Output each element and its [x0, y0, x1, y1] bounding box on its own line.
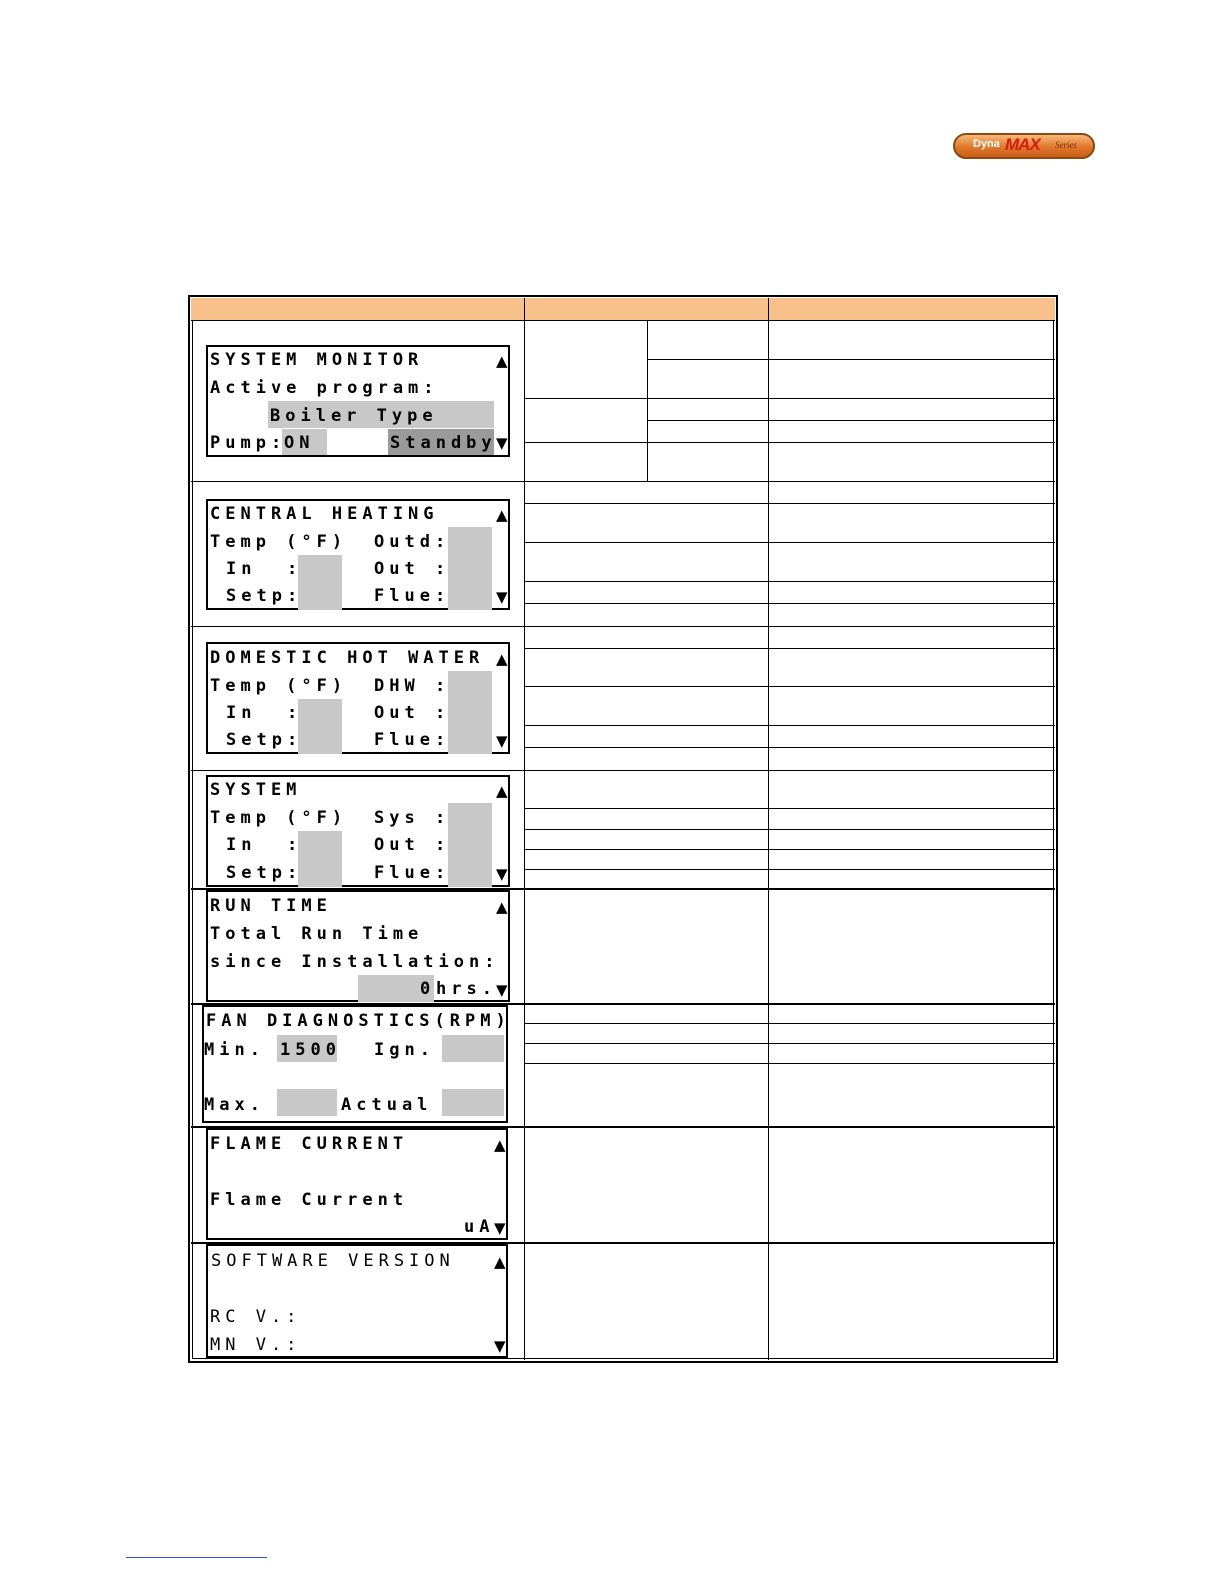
lcd-out-label: Out : [374, 835, 451, 855]
lcd-runtime-value: 0 [420, 979, 436, 999]
scroll-up-icon: ▲ [496, 650, 508, 668]
cell-divider [647, 359, 1055, 360]
lcd-runtime-unit: hrs. [436, 979, 497, 999]
lcd-actual-label: Actual [341, 1095, 433, 1115]
cell-divider [524, 648, 1055, 649]
lcd-title: DOMESTIC HOT WATER [210, 648, 485, 668]
cell-divider [524, 1043, 1055, 1044]
scroll-down-icon: ▼ [494, 1337, 506, 1355]
footer-link-line [126, 1557, 267, 1558]
scroll-down-icon: ▼ [496, 434, 508, 452]
scroll-up-icon: ▲ [496, 782, 508, 800]
scroll-down-icon: ▼ [494, 1219, 506, 1237]
scroll-up-icon: ▲ [494, 1136, 506, 1154]
scroll-up-icon: ▲ [496, 506, 508, 524]
lcd-line: Total Run Time [210, 924, 424, 944]
lcd-title: CENTRAL HEATING [210, 504, 439, 524]
cell-divider [524, 1063, 1055, 1064]
lcd-rc-label: RC V.: [210, 1307, 302, 1327]
cell-divider [524, 849, 1055, 850]
dynamax-logo [953, 133, 1095, 159]
lcd-dhw-label: DHW : [374, 676, 451, 696]
cell-divider [524, 747, 1055, 748]
lcd-software-version [206, 1244, 508, 1358]
lcd-temp-label: Temp (°F) [210, 676, 348, 696]
lcd-in-label: In : [226, 835, 303, 855]
lcd-pump-value: ON [284, 433, 315, 453]
scroll-up-icon: ▲ [494, 1253, 506, 1271]
section-divider [191, 770, 1055, 771]
lcd-title: RUN TIME [210, 896, 332, 916]
lcd-setp-label: Setp: [226, 730, 303, 750]
lcd-ign-label: Ign. [374, 1040, 435, 1060]
col-divider-sub [647, 320, 648, 481]
lcd-max-label: Max. [204, 1095, 265, 1115]
lcd-flame-label: Flame Current [210, 1190, 409, 1210]
lcd-line: since Installation: [210, 952, 500, 972]
lcd-outd-label: Outd: [374, 532, 451, 552]
lcd-title: FAN DIAGNOSTICS(RPM) [206, 1011, 511, 1031]
header-divider [191, 320, 1055, 321]
lcd-title: SYSTEM MONITOR [210, 350, 424, 370]
lcd-out-label: Out : [374, 559, 451, 579]
lcd-flue-label: Flue: [374, 730, 451, 750]
lcd-central-heating [206, 499, 510, 610]
lcd-temp-label: Temp (°F) [210, 808, 348, 828]
scroll-down-icon: ▼ [496, 588, 508, 606]
scroll-down-icon: ▼ [496, 732, 508, 750]
lcd-flue-label: Flue: [374, 863, 451, 883]
section-divider [191, 481, 1055, 482]
logo-text-dyna: Dyna [973, 138, 1000, 150]
table-header-row [191, 298, 1055, 320]
lcd-title: FLAME CURRENT [210, 1134, 409, 1154]
cell-divider [524, 542, 1055, 543]
lcd-title: SOFTWARE VERSION [211, 1251, 455, 1271]
lcd-in-label: In : [226, 703, 303, 723]
cell-divider [524, 603, 1055, 604]
lcd-title: SYSTEM [210, 780, 302, 800]
cell-divider [647, 420, 1055, 421]
cell-divider [524, 686, 1055, 687]
cell-divider [524, 442, 1055, 443]
lcd-system-monitor [206, 345, 510, 457]
scroll-down-icon: ▼ [496, 981, 508, 999]
lcd-system [206, 775, 510, 887]
lcd-line: Active program: [210, 378, 439, 398]
cell-divider [524, 1023, 1055, 1024]
lcd-setp-label: Setp: [226, 863, 303, 883]
lcd-min-value: 1500 [280, 1040, 341, 1060]
lcd-status-value: Standby [390, 433, 497, 453]
lcd-sys-label: Sys : [374, 808, 451, 828]
cell-divider [524, 581, 1055, 582]
lcd-flame-current [206, 1128, 508, 1240]
cell-divider [524, 725, 1055, 726]
lcd-min-label: Min. [204, 1040, 265, 1060]
lcd-temp-label: Temp (°F) [210, 532, 348, 552]
cell-divider [524, 503, 1055, 504]
lcd-mn-label: MN V.: [210, 1335, 302, 1355]
scroll-down-icon: ▼ [496, 865, 508, 883]
lcd-in-label: In : [226, 559, 303, 579]
cell-divider [524, 398, 1055, 399]
scroll-up-icon: ▲ [496, 898, 508, 916]
lcd-flue-label: Flue: [374, 586, 451, 606]
logo-text-max: MAX [1005, 135, 1040, 154]
lcd-out-label: Out : [374, 703, 451, 723]
lcd-flame-unit: uA [464, 1217, 495, 1237]
logo-text-series: Series [1055, 140, 1077, 150]
section-divider [191, 626, 1055, 627]
lcd-fan-diagnostics [202, 1005, 511, 1123]
lcd-mode-value: Boiler Type [270, 406, 438, 426]
cell-divider [524, 869, 1055, 870]
lcd-setp-label: Setp: [226, 586, 303, 606]
cell-divider [524, 808, 1055, 809]
lcd-run-time [206, 890, 510, 1002]
lcd-pump-label: Pump: [210, 433, 287, 453]
scroll-up-icon: ▲ [496, 352, 508, 370]
cell-divider [524, 829, 1055, 830]
lcd-domestic-hot-water [206, 642, 510, 754]
